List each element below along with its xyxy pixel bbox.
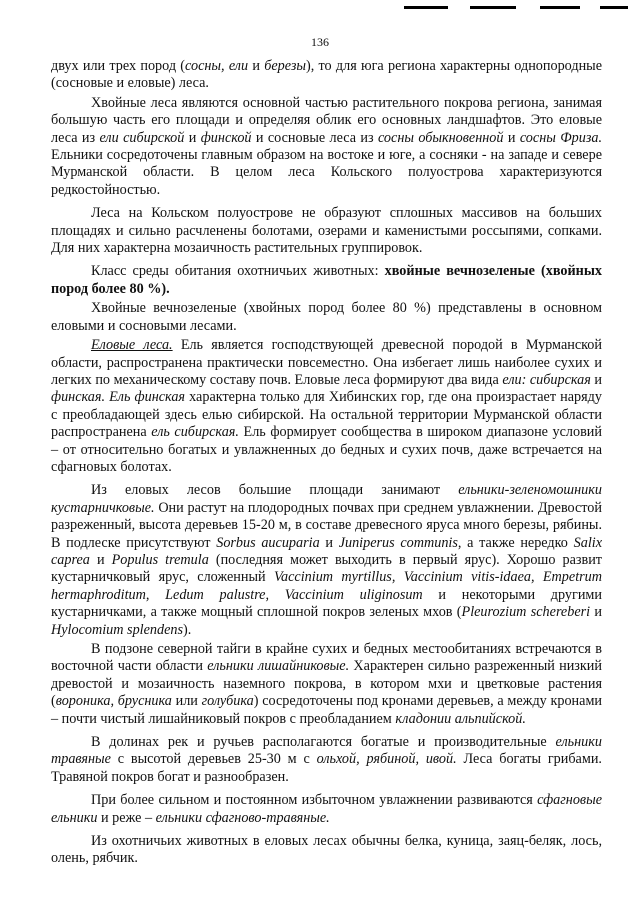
text-run: ). [183, 621, 192, 638]
paragraph [51, 833, 602, 868]
text-run: и [590, 371, 603, 388]
paragraph [51, 641, 602, 728]
text-run: В подзоне северной тайги в крайне сухих и бедных местообитаниях встречаются в восточной части области [51, 641, 602, 675]
text-run: и [319, 534, 339, 551]
text-run: Характерен сильно разреженный низкий древостой и мозаичность наземного покрова, в котором мхи и цветковые растения ( [51, 658, 602, 710]
paragraph [51, 58, 602, 93]
italic-text: сосны Фриза. [519, 129, 602, 146]
text-run: ), то для юга региона характерны однопородные (сосновые и еловые) леса. [51, 58, 602, 92]
text-run: В долинах рек и ручьев располагаются богатые и производительные [91, 734, 556, 751]
scan-mark [404, 6, 448, 9]
paragraph [51, 482, 602, 639]
text-run: Из охотничьих животных в еловых лесах обычны белка, куница, заяц-беляк, лось, олень, рябчик. [51, 833, 602, 867]
text-run: и сосновые леса из [251, 129, 378, 146]
text-run: (последняя может выходить в первый ярус). Хорошо развит кустарничковый ярус, сложенный [51, 551, 602, 586]
text-run: Из еловых лесов большие площади занимают [91, 482, 459, 499]
paragraph [51, 263, 602, 298]
text-run: и [89, 551, 112, 568]
text-run: и [184, 129, 201, 146]
text-run: Хвойные леса являются основной частью растительного покрова региона, занимая большую часть его площади и определяя облик его основных ландшафтов. Это еловые леса из [51, 94, 602, 146]
italic-text: Populus tremula [111, 551, 209, 568]
paragraph [51, 95, 602, 199]
text-run: и реже – [97, 809, 156, 826]
text-run: При более сильном и постоянном избыточном увлажнении развиваются [91, 792, 538, 809]
text-run: с высотой деревьев 25-30 м с [110, 751, 317, 768]
text-run: и [590, 604, 602, 621]
italic-text: ели: сибирская [502, 371, 591, 388]
italic-text: березы [264, 58, 306, 74]
text-run: Леса на Кольском полуострове не образуют сплошных массивов на больших площадях и сильно расчленены болотами, озерами и каменистыми россыпями, сопками. Для них характерна мозаичность растительных группировок. [51, 205, 602, 257]
italic-text: Pleurozium schereberi [461, 604, 591, 621]
italic-text: Vaccinium myrtillus, Vaccinium vitis-idaea, Empetrum hermaphroditum, Ledum palustre, Vaccinium uliginosum [51, 569, 602, 603]
italic-text: ольхой, рябиной, ивой. [316, 751, 457, 768]
italic-text: Еловые леса. [91, 337, 173, 354]
page-number: 136 [311, 35, 329, 49]
text-run: Хвойные вечнозеленые (хвойных пород более 80 %) представлены в основном еловыми и сосновыми лесами. [51, 300, 602, 334]
text-run: характерна только для Хибинских гор, где она произрастает наряду с преобладающей здесь елью сибирской. На остальной территории Мурманской области распространена [51, 389, 602, 441]
italic-text: ельники лишайниковые. [207, 658, 350, 675]
text-run: и [503, 129, 520, 146]
text-run: Ельники сосредоточены главным образом на востоке и юге, а сосняки - на западе и севере Мурманской области. В целом леса Кольского полуострова характеризуются редкостойностью. [51, 147, 602, 198]
text-run: , а также нередко [457, 534, 574, 551]
text-run: Леса богаты грибами. Травяной покров богат и разнообразен. [51, 751, 602, 785]
paragraph [51, 337, 602, 476]
paragraph [51, 300, 602, 335]
italic-text: Salix caprea [51, 534, 602, 568]
text-run: или [171, 693, 202, 710]
italic-text: финской [200, 129, 252, 146]
bold-text: хвойные вечнозеленые (хвойных пород более 80 %). [51, 263, 602, 297]
paragraph [51, 792, 602, 827]
italic-text: сосны, ели [185, 58, 249, 74]
text-run: ) сосредоточены под кронами деревьев, а между кронами – почти чистый лишайниковый покров с преобладанием [51, 693, 603, 727]
italic-text: Sorbus aucuparia [216, 534, 320, 551]
italic-text: ельники сфагново-травяные. [155, 809, 330, 826]
italic-text: вороника, брусника [55, 693, 172, 710]
italic-text: Juniperus communis [338, 534, 458, 551]
scan-mark [540, 6, 580, 9]
italic-text: голубика [201, 693, 254, 710]
text-run: Они растут на плодородных почвах при среднем увлажнении. Древостой разреженный, высота деревьев 15-20 м, в составе древесного яруса много березы, рябины. В подлеске присутствуют [51, 499, 602, 551]
text-run: Ель формирует сообщества в широком диапазоне условий – от относительно богатых и увлажненных до бедных и сухих почв, даже встречается на сфагновых болотах. [51, 424, 602, 475]
italic-text: финская. Ель финская [51, 389, 186, 406]
text-run: и [248, 58, 265, 74]
text-run: двух или трех пород ( [51, 58, 186, 74]
text-run: Ель является господствующей древесной породой в Мурманской области, распространена практически повсеместно. Она избегает лишь наиболее сухих и легких по механическому составу почв. Еловые леса формируют два вида [51, 337, 602, 388]
italic-text: ель сибирская. [151, 424, 239, 441]
italic-text: ельники травяные [51, 734, 602, 768]
italic-text: сосны обыкновенной [377, 129, 504, 146]
italic-text: Hylocomium splendens [51, 621, 183, 638]
scan-mark [600, 6, 628, 9]
paragraph [51, 205, 602, 257]
paragraph [51, 734, 602, 786]
italic-text: ели сибирской [99, 129, 185, 146]
document-body [51, 58, 602, 868]
italic-text: сфагновые ельники [51, 792, 602, 826]
italic-text: ельники-зеленомошники кустарничковые. [51, 482, 602, 516]
italic-text: кладонии альпийской. [395, 710, 526, 727]
scan-mark [470, 6, 516, 9]
text-run: и некоторыми другими кустарничками, а также мощный сплошной покров зеленых мхов ( [51, 586, 602, 621]
text-run: Класс среды обитания охотничьих животных: [91, 263, 385, 280]
